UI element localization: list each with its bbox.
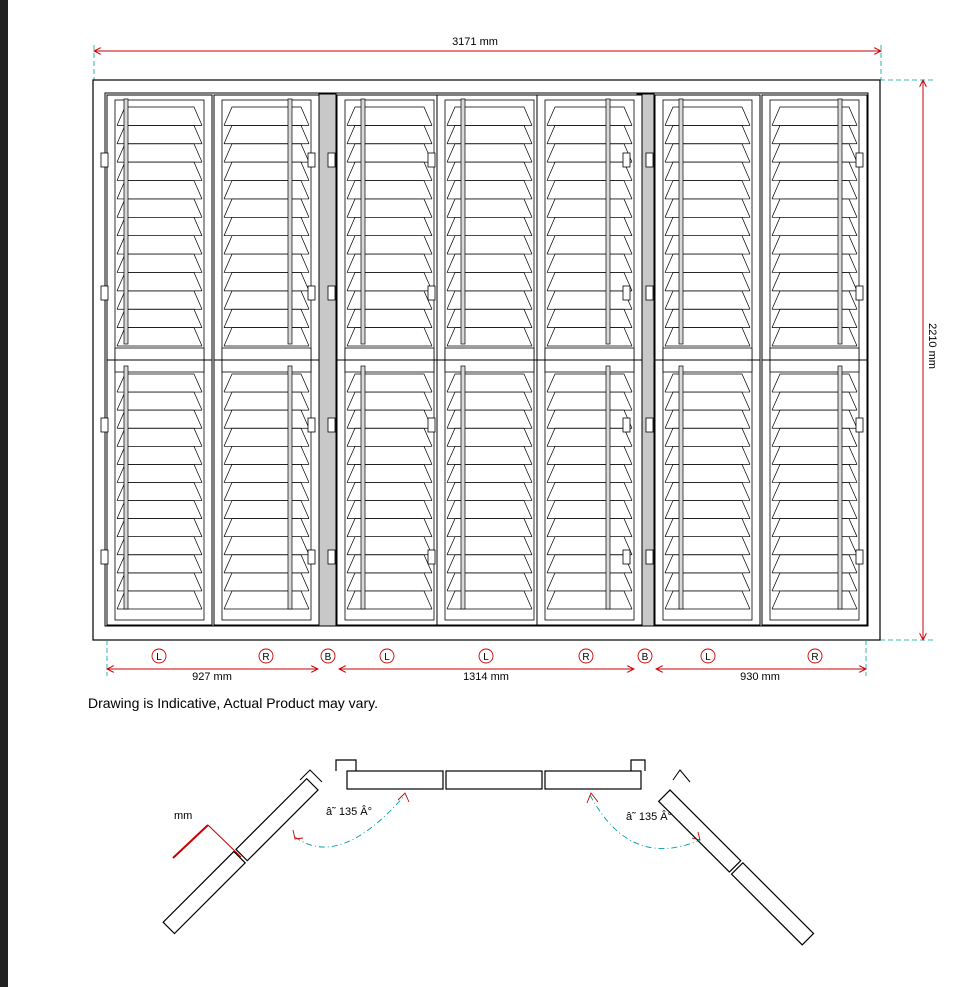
shutter-panel xyxy=(328,95,442,625)
overall-width-dimension xyxy=(94,34,881,80)
plan-right-upper-panel xyxy=(659,790,741,872)
shutter-panel xyxy=(101,95,212,625)
plan-panel-1 xyxy=(347,771,443,789)
tag-panel-1: L xyxy=(156,652,162,663)
right-angle-label: â˜ 135 Â° xyxy=(626,811,672,823)
tag-panel-2: R xyxy=(262,652,270,663)
plan-right-lower-panel xyxy=(732,863,814,945)
section-2-width: 1314 mm xyxy=(463,671,509,683)
plan-panel-3 xyxy=(545,771,641,789)
overall-height-label: 2210 mm xyxy=(926,323,938,369)
plan-left-upper-panel xyxy=(236,779,318,861)
plan-left-lower-panel xyxy=(163,852,245,934)
tag-panel-6: L xyxy=(705,652,711,663)
tag-panel-3: L xyxy=(384,652,390,663)
shutter-panels xyxy=(101,95,867,625)
overall-height-dimension xyxy=(880,80,938,640)
plan-unit-indicator xyxy=(173,825,208,858)
overall-width-label: 3171 mm xyxy=(452,36,498,48)
tag-bifold-2: B xyxy=(641,652,649,663)
plan-unit-label: mm xyxy=(174,810,193,822)
bifold-post-1 xyxy=(319,94,336,626)
section-3-width: 930 mm xyxy=(740,671,780,683)
shutter-panel xyxy=(214,95,319,625)
tag-panel-7: R xyxy=(811,652,819,663)
left-angle-label: â˜ 135 Â° xyxy=(326,806,372,818)
plan-panel-2 xyxy=(446,771,542,789)
shutter-panel xyxy=(762,95,867,625)
disclaimer-note: Drawing is Indicative, Actual Product may vary. xyxy=(88,695,378,711)
panel-tags xyxy=(152,649,822,663)
tag-panel-5: R xyxy=(582,652,590,663)
shutter-panel xyxy=(428,95,542,625)
section-1-width: 927 mm xyxy=(192,671,232,683)
shutter-panel xyxy=(646,95,760,625)
shutter-panel xyxy=(537,95,642,625)
tag-panel-4: L xyxy=(483,652,489,663)
plan-view xyxy=(163,760,813,945)
tag-bifold-1: B xyxy=(324,652,332,663)
left-swing-arc xyxy=(295,795,405,847)
